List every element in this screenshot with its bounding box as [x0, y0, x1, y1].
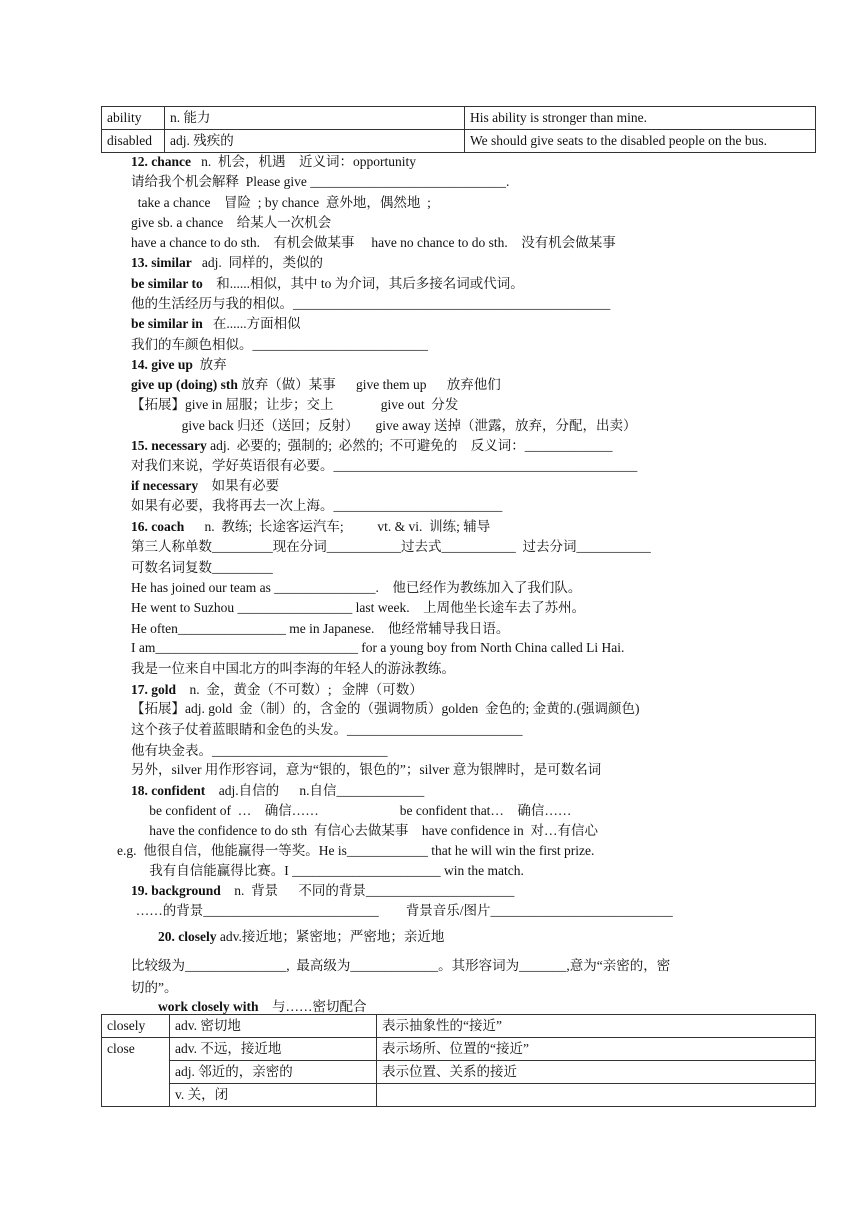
text-segment: 在......方面相似: [202, 316, 301, 331]
text-line: [131, 741, 388, 761]
text-segment: 我们的车颜色相似。__________________________: [131, 337, 428, 352]
table-cell-example: His ability is stronger than mine.: [465, 107, 816, 130]
table-row: [102, 130, 816, 153]
text-segment: He has joined our team as _______________. 他已经作为教练加入了我们队。: [131, 580, 582, 595]
text-segment: 我是一位来自中国北方的叫李海的年轻人的游泳教练。: [131, 661, 455, 676]
vocab-table-top: [101, 106, 816, 153]
text-line: [131, 416, 636, 436]
bold-term: 17. gold: [131, 682, 177, 697]
text-line: [131, 152, 416, 172]
text-line: [131, 274, 524, 294]
table-cell-meaning: n. 能力: [165, 107, 465, 130]
text-line: [131, 760, 601, 780]
table-row: [102, 1084, 816, 1107]
text-segment: 与……密切配合: [258, 999, 367, 1014]
text-line: [131, 355, 227, 375]
text-segment: give back 归还（送回；反射） give away 送掉（泄露，放弃，分配，出卖）: [131, 418, 637, 433]
text-line: [131, 578, 581, 598]
text-line: [131, 680, 423, 700]
table-cell-meaning: adv. 不远，接近地: [170, 1038, 377, 1061]
table-cell-usage: 表示位置、关系的接近: [377, 1061, 816, 1084]
text-line: [131, 558, 273, 578]
text-segment: 和......相似，其中 to 为介词，其后多接名词或代词。: [202, 276, 524, 291]
text-line: [131, 638, 624, 658]
text-segment: 另外，silver 用作形容词，意为“银的，银色的”；silver 意为银牌时，是可数名词: [131, 762, 602, 777]
table-cell-word: closely: [102, 1015, 170, 1038]
bold-term: if necessary: [131, 478, 199, 493]
text-segment: e.g. 他很自信，他能赢得一等奖。He is____________ that he will win the first prize.: [117, 843, 595, 858]
text-line: [131, 294, 610, 314]
table-cell-meaning: adj. 残疾的: [165, 130, 465, 153]
bold-term: 19. background: [131, 883, 221, 898]
text-line: [129, 821, 598, 841]
text-segment: have a chance to do sth. 有机会做某事 have no chance to do sth. 没有机会做某事: [131, 235, 616, 250]
text-line: [131, 456, 637, 476]
text-line: [131, 375, 501, 395]
text-segment: [131, 929, 158, 944]
text-segment: 请给我个机会解释 Please give _____________________________.: [131, 174, 510, 189]
bold-term: be similar in: [131, 316, 203, 331]
text-line: [131, 517, 490, 537]
table-cell-usage: [377, 1084, 816, 1107]
text-line: [131, 395, 458, 415]
table-cell-usage: 表示抽象性的“接近”: [377, 1015, 816, 1038]
text-segment: adj. 同样的，类似的: [191, 255, 323, 270]
text-line: [131, 927, 444, 947]
bold-term: give up (doing) sth: [131, 377, 238, 392]
text-segment: n. 机会，机遇 近义词：opportunity: [191, 154, 416, 169]
text-line: [131, 213, 331, 233]
table-row: [102, 1015, 816, 1038]
text-segment: have the confidence to do sth 有信心去做某事 have confidence in 对…有信心: [129, 823, 599, 838]
text-line: [129, 861, 524, 881]
table-row: [102, 107, 816, 130]
table-cell-usage: 表示场所、位置的“接近”: [377, 1038, 816, 1061]
text-segment: He went to Suzhou _________________ last week. 上周他坐长途车去了苏州。: [131, 600, 586, 615]
text-segment: n. 背景 不同的背景______________________: [220, 883, 515, 898]
text-segment: 【拓展】give in 屈服；让步；交上 give out 分发: [131, 397, 459, 412]
text-line: [131, 881, 514, 901]
bold-term: 12. chance: [131, 154, 191, 169]
table-cell-word: disabled: [102, 130, 165, 153]
text-segment: n. 教练; 长途客运汽车; vt. & vi. 训练; 辅导: [184, 519, 491, 534]
text-segment: 比较级为_______________, 最高级为_____________。其形容词为_______,意为“亲密的，密: [131, 958, 671, 973]
text-segment: adj. 必要的; 强制的; 必然的; 不可避免的 反义词：_____________: [206, 438, 613, 453]
text-segment: 对我们来说，学好英语很有必要。_____________________________________________: [131, 458, 638, 473]
text-line: [131, 659, 455, 679]
text-segment: 【拓展】adj. gold 金（制）的，含金的（强调物质）golden 金色的; 金黄的.(强调颜色): [131, 701, 640, 716]
text-line: [131, 978, 178, 998]
bold-term: 13. similar: [131, 255, 192, 270]
text-segment: He often________________ me in Japanese. 他经常辅导我日语。: [131, 621, 510, 636]
text-line: [131, 253, 323, 273]
text-segment: [131, 999, 158, 1014]
text-line: [129, 801, 571, 821]
text-segment: be confident of … 确信…… be confident that… 确信……: [129, 803, 572, 818]
table-cell-meaning: adj. 邻近的，亲密的: [170, 1061, 377, 1084]
text-segment: 如果有必要: [198, 478, 280, 493]
text-line: [131, 335, 428, 355]
text-line: [131, 598, 585, 618]
text-segment: 放弃（做）某事 give them up 放弃他们: [237, 377, 501, 392]
table-cell-word: ability: [102, 107, 165, 130]
bold-term: 20. closely: [158, 929, 217, 944]
text-segment: 第三人称单数_________现在分词___________过去式___________ 过去分词___________: [131, 539, 651, 554]
table-row: [102, 1038, 816, 1061]
bold-term: be similar to: [131, 276, 203, 291]
text-segment: 可数名词复数_________: [131, 560, 273, 575]
table-cell-meaning: adv. 密切地: [170, 1015, 377, 1038]
text-line: [131, 172, 509, 192]
bold-term: 15. necessary: [131, 438, 207, 453]
text-line: [129, 901, 673, 921]
text-line: [131, 956, 670, 976]
text-line: [131, 781, 424, 801]
text-segment: 这个孩子仗着蓝眼睛和金色的头发。__________________________: [131, 722, 523, 737]
text-segment: 如果有必要，我将再去一次上海。_________________________: [131, 498, 503, 513]
text-line: [131, 699, 639, 719]
text-line: [131, 193, 431, 213]
text-segment: adj.自信的 n.自信_____________: [205, 783, 425, 798]
bold-term: 16. coach: [131, 519, 185, 534]
bold-term: 14. give up: [131, 357, 193, 372]
text-segment: 他有块金表。__________________________: [131, 743, 388, 758]
table-cell-meaning: v. 关，闭: [170, 1084, 377, 1107]
text-segment: 放弃: [192, 357, 227, 372]
text-line: [131, 436, 612, 456]
text-line: [117, 841, 594, 861]
text-line: [131, 476, 279, 496]
text-segment: I am______________________________ for a young boy from North China called Li Hai.: [131, 640, 625, 655]
text-segment: 我有自信能赢得比赛。I ______________________ win the match.: [129, 863, 524, 878]
bold-term: 18. confident: [131, 783, 206, 798]
text-segment: give sb. a chance 给某人一次机会: [131, 215, 332, 230]
text-line: [131, 314, 301, 334]
closely-close-table: [101, 1014, 816, 1107]
text-line: [131, 720, 523, 740]
text-segment: adv.接近地；紧密地；严密地；亲近地: [216, 929, 445, 944]
text-segment: take a chance 冒险 ; by chance 意外地，偶然地 ;: [131, 195, 431, 210]
text-segment: ……的背景__________________________ 背景音乐/图片___________________________: [129, 903, 673, 918]
table-row: [102, 1061, 816, 1084]
text-segment: n. 金，黄金（不可数）; 金牌（可数）: [176, 682, 423, 697]
text-line: [131, 537, 651, 557]
text-line: [131, 619, 509, 639]
text-segment: 他的生活经历与我的相似。_______________________________________________: [131, 296, 611, 311]
table-cell-word: close: [102, 1038, 170, 1107]
text-line: [131, 233, 616, 253]
table-cell-example: We should give seats to the disabled people on the bus.: [465, 130, 816, 153]
text-line: [131, 496, 502, 516]
bold-term: work closely with: [158, 999, 259, 1014]
text-segment: 切的”。: [131, 980, 178, 995]
